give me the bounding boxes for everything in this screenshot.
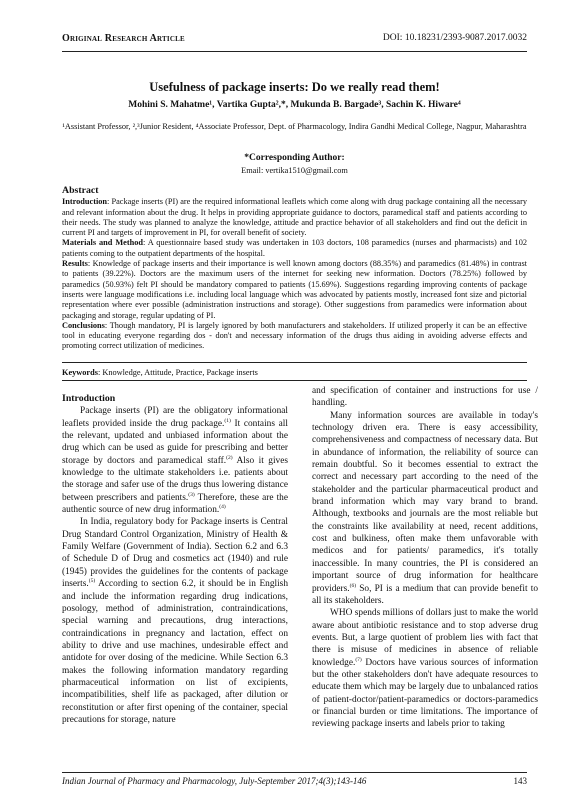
abstract-heading: Abstract bbox=[62, 185, 99, 196]
introduction-heading: Introduction bbox=[62, 393, 116, 404]
citation[interactable]: (3) bbox=[188, 491, 195, 498]
corresponding-label: *Corresponding Author: bbox=[244, 153, 345, 163]
continued-paragraph: and specification of container and instructions for use / handling. bbox=[312, 386, 538, 409]
footer-divider bbox=[62, 772, 527, 773]
abstract-results-text: : Knowledge of package inserts and their importance is well known among doctors (88.35%) and paramedics (81.48%) in contrast to patients (39.22%). Doctors are the maximum users of the internet for seeking new information. Doctors (78.25%) followed by paramedics (50.93%) felt PI should be mandatory compared to patients (15.69%). Suggestions regarding improving contents of package inserts were language modifications i.e. including local language which was advocated by patients mostly, increased font size and pictorial representation where ever possible (administration instructions and storage). Other suggestions from paramedics were information about packaging and storage, regular updating of PI. bbox=[62, 259, 527, 320]
abstract-divider bbox=[62, 362, 527, 363]
affiliation: ¹Assistant Professor, ²,³Junior Resident, ⁴Associate Professor, Dept. of Pharmacology, Indira Gandhi Medical College, Nagpur, Maharashtra bbox=[62, 122, 527, 131]
abstract-conclusions bbox=[62, 321, 527, 352]
text-span: Package inserts (PI) are the obligatory informational leaflets provided inside the drug package. bbox=[62, 406, 288, 429]
intro-paragraph-4 bbox=[312, 607, 538, 730]
text-span: It contains all the relevant, updated and unbiased information about the drug which can be used as guide for prescribing and better storage by doctors and paramedical staff. bbox=[62, 418, 288, 466]
abstract-methods-label: Materials and Method bbox=[62, 238, 143, 248]
corresponding-email[interactable]: Email: vertika1510@gmail.com bbox=[241, 166, 348, 175]
keywords-label: Keywords bbox=[62, 368, 98, 377]
abstract-conclusions-text: : Though mandatory, PI is largely ignored by both manufacturers and stakeholders. If utilized properly it can be an effective tool in educating everyone regarding dos - don't and necessary information of the drugs thus aiding in avoiding adverse effects and promoting correct utilization of medicines. bbox=[62, 320, 527, 351]
page-number: 143 bbox=[513, 776, 527, 786]
article-type: Original Research Article bbox=[62, 33, 185, 44]
citation[interactable]: (6) bbox=[349, 582, 357, 589]
abstract-methods bbox=[62, 238, 527, 259]
text-span: So, PI is a medium that can provide benefit to all its stakeholders. bbox=[312, 583, 538, 606]
text-span: Doctors have various sources of information but the other stakeholders don't have adequate resources to educate them which may be largely due to unbalanced ratios of patient-doctor/patient-paramedics or doctors-paramedics or financial burden or time limitations. The importance of reviewing package inserts and labels prior to taking bbox=[312, 657, 538, 730]
intro-paragraph-3 bbox=[312, 410, 538, 608]
keywords bbox=[62, 368, 527, 377]
abstract bbox=[62, 186, 527, 352]
citation[interactable]: (7) bbox=[355, 656, 362, 663]
text-span: In India, regulatory body for Package inserts is Central Drug Standard Control Organization, Ministry of Health & Family Welfare (Government of India). Section 6.2 and 6.3 of Schedule D of Drug and cosmetics act (1940) and rule (1945) provides the guidelines for the contents of package inserts. bbox=[62, 517, 288, 590]
abstract-results-label: Results bbox=[62, 259, 88, 269]
abstract-methods-text: : A questionnaire based study was undertaken in 103 doctors, 108 paramedics (nurses and pharmacists) and 102 patients coming to the outpatient departments of the hospital. bbox=[62, 238, 527, 258]
doi[interactable]: DOI: 10.18231/2393-9087.2017.0032 bbox=[382, 33, 527, 43]
page-footer bbox=[62, 776, 527, 786]
text-span: Many information sources are available in today's technology driven era. There is easy accessibility, comprehensiveness and compactness of necessary data. But in abundance of information, the reliability of source can remain doubtful. So it becomes essential to extract the correct and necessary part according to the need of the stakeholder and the particular pharmaceutical product and brand information which may vary brand to brand. Although, textbooks and journals are the most reliable but the constraints like availability at need, recent additions, cost and bulkiness, often make them unfavorable with medicos and for patients/ paramedics, it's totally inaccessible. In many countries, the PI is considered an important source of drug information for healthcare providers. bbox=[312, 410, 538, 594]
keywords-text: : Knowledge, Attitude, Practice, Package inserts bbox=[97, 368, 258, 377]
journal-citation: Indian Journal of Pharmacy and Pharmacology, July-September 2017;4(3);143-146 bbox=[62, 776, 367, 786]
abstract-intro-label: Introduction bbox=[62, 197, 108, 207]
abstract-results bbox=[62, 259, 527, 321]
citation[interactable]: (1) bbox=[224, 417, 231, 424]
article-title: Usefulness of package inserts: Do we really read them! bbox=[149, 80, 440, 94]
text-span: According to section 6.2, it should be in English and include the information regarding drug indications, posology, method of administration, contraindications, special warning and precautions, drug interactions, contraindications in pregnancy and lactation, effect on ability to drive and use machines, undesirable effect and antidote for over dosing of the medicine. While Section 6.3 makes the following information mandatory regarding pharmaceutical information on list of excipients, incompatibilities, shelf life as packaged, after dilution or reconstitution or after first opening of the container, special precautions for storage, nature bbox=[62, 579, 288, 725]
keywords-divider bbox=[62, 380, 527, 381]
body-right-column bbox=[312, 385, 538, 731]
author-list: Mohini S. Mahatme¹, Vartika Gupta²,*, Mukunda B. Bargade³, Sachin K. Hiware⁴ bbox=[128, 100, 461, 110]
page-header bbox=[62, 33, 527, 47]
abstract-introduction bbox=[62, 197, 527, 238]
abstract-conclusions-label: Conclusions bbox=[62, 320, 105, 330]
intro-paragraph-2 bbox=[62, 516, 288, 726]
citation[interactable]: (4) bbox=[219, 503, 226, 510]
citation[interactable]: (2) bbox=[226, 454, 233, 461]
header-divider bbox=[62, 51, 527, 52]
text-span: WHO spends millions of dollars just to make the world aware about antibiotic resistance and to stop adverse drug events. But, a large quotient of problem lies with fact that there is misuse of medicines in absence of reliable knowledge. bbox=[312, 608, 538, 668]
citation[interactable]: (5) bbox=[88, 578, 96, 585]
text-span: Therefore, these are the authentic source of new drug information. bbox=[62, 492, 289, 516]
intro-paragraph-1 bbox=[62, 405, 288, 516]
abstract-intro-text: : Package inserts (PI) are the required informational leaflets which come along with drug package containing all the necessary and relevant information about the drug. It helps in providing appropriate guidance to doctors, paramedical staff and patients according to their needs. The study was planned to analyze the knowledge, attitude and practice behavior of all stakeholders and find out the deficit in current PI and targets of improvement in PI, for overall benefit of society. bbox=[62, 197, 527, 238]
text-span: Also it gives knowledge to the ultimate stakeholders i.e. patients about the storage and safer use of the drugs thus lowering distance between prescribers and patients. bbox=[62, 455, 288, 503]
body-left-column bbox=[62, 393, 288, 726]
